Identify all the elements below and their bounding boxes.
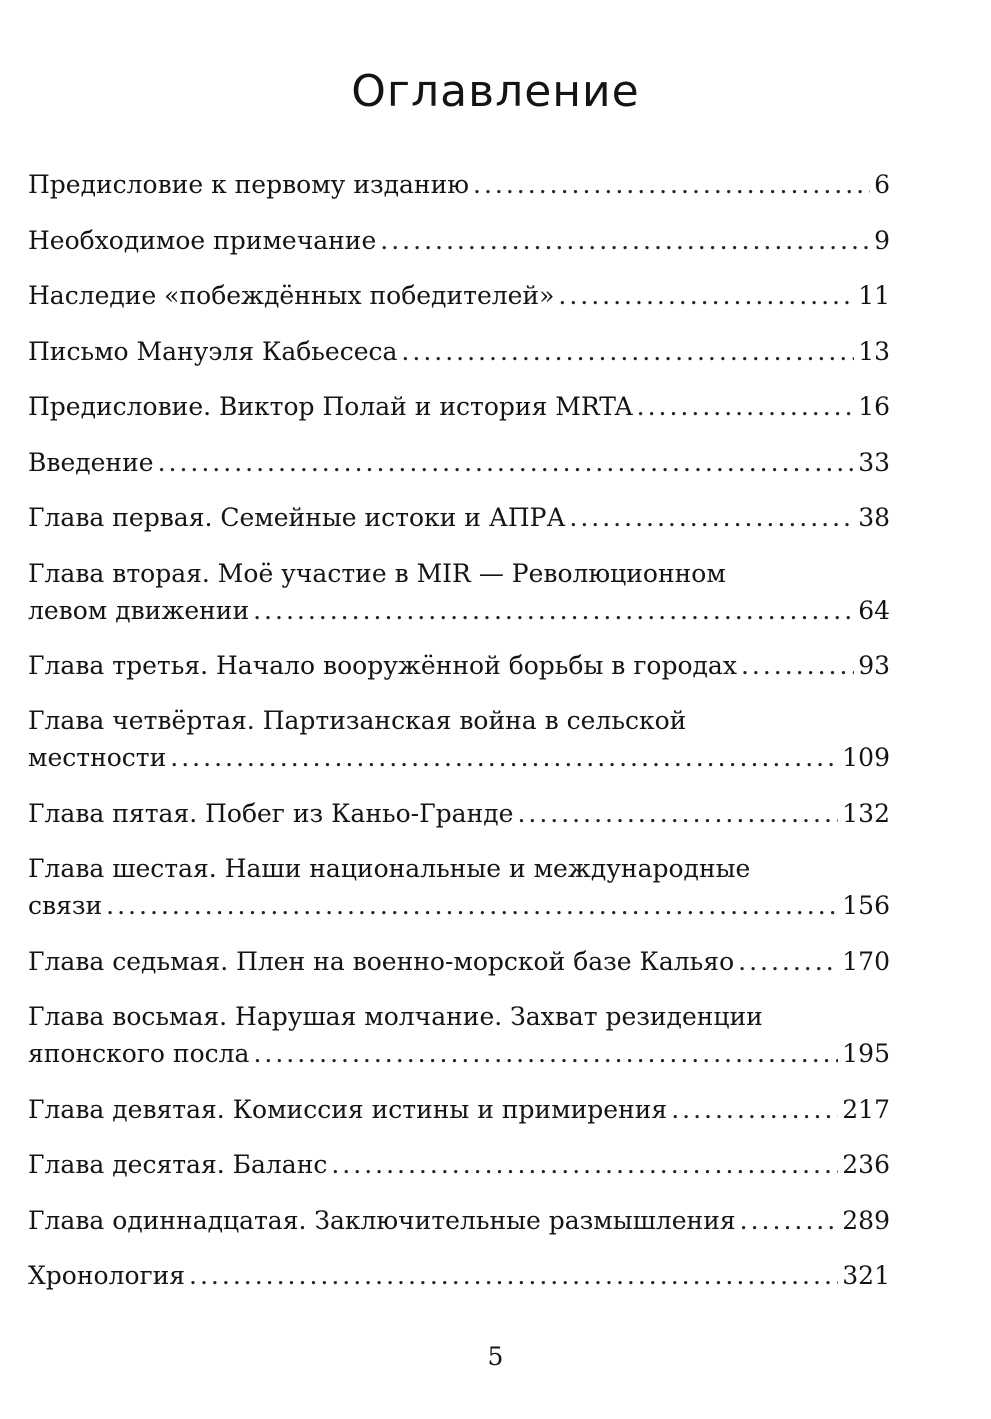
toc-entry-page: 13 [858, 337, 890, 366]
toc-entry-title: Хронология [28, 1261, 186, 1290]
toc-entry-title: Предисловие. Виктор Полай и история MRTA [28, 392, 633, 421]
toc-entry-title: Наследие «побеждённых победителей» [28, 281, 555, 310]
toc-entry [28, 1147, 890, 1183]
toc-entry-title: Глава первая. Семейные истоки и АПРА [28, 503, 566, 532]
toc-entry-line [28, 851, 890, 887]
toc-entry [28, 334, 890, 370]
toc-entry-page: 9 [874, 226, 890, 255]
toc-entry [28, 1258, 890, 1294]
toc-entry-page: 321 [842, 1261, 890, 1290]
toc-entry-title: Предисловие к первому изданию [28, 170, 470, 199]
toc-entry-title: Глава шестая. Наши национальные и международные [28, 854, 751, 883]
toc-entry-line [28, 888, 890, 924]
toc-entry-line [28, 445, 890, 481]
toc-entry-title: Глава восьмая. Нарушая молчание. Захват резиденции [28, 1002, 763, 1031]
toc-entry-line [28, 556, 890, 592]
dot-leader [740, 1203, 839, 1239]
toc-entry-page: 38 [858, 503, 890, 532]
toc-entry-line [28, 1147, 890, 1183]
toc-entry-page: 132 [842, 799, 890, 828]
toc-entry-page: 217 [842, 1095, 890, 1124]
toc-entry-title: Необходимое примечание [28, 226, 377, 255]
toc-entry-page: 64 [858, 596, 890, 625]
toc-entry-line [28, 796, 890, 832]
toc-entry [28, 500, 890, 536]
toc-entry-title: левом движении [28, 596, 250, 625]
dot-leader [253, 1036, 838, 1072]
dot-leader [741, 648, 854, 684]
toc-entry [28, 648, 890, 684]
dot-leader [331, 1147, 838, 1183]
toc-entry-title: Глава четвёртая. Партизанская война в сельской [28, 706, 687, 735]
dot-leader [106, 888, 838, 924]
toc-entry [28, 1092, 890, 1128]
dot-leader [671, 1092, 838, 1128]
dot-leader [380, 223, 870, 259]
toc-entry [28, 223, 890, 259]
toc-entry-page: 170 [842, 947, 890, 976]
toc-entry [28, 796, 890, 832]
toc-entry-title: связи [28, 891, 103, 920]
toc-entry-page: 289 [842, 1206, 890, 1235]
toc-entry-page: 156 [842, 891, 890, 920]
toc-entry-page: 236 [842, 1150, 890, 1179]
dot-leader [637, 389, 855, 425]
toc-entry [28, 167, 890, 203]
toc-entry [28, 278, 890, 314]
toc-entry-line [28, 167, 890, 203]
toc-entry [28, 999, 890, 1072]
toc-entry-line [28, 1258, 890, 1294]
dot-leader [253, 593, 854, 629]
toc-entry-title: Глава девятая. Комиссия истины и примирения [28, 1095, 668, 1124]
toc-entry-title: Введение [28, 448, 154, 477]
toc-entry-line [28, 740, 890, 776]
toc-entry-page: 11 [858, 281, 890, 310]
dot-leader [189, 1258, 838, 1294]
toc-entry-line [28, 278, 890, 314]
toc-entry-line [28, 1036, 890, 1072]
toc-entry [28, 1203, 890, 1239]
toc-entry-title: японского посла [28, 1039, 250, 1068]
dot-leader [170, 740, 838, 776]
toc-entry-title: Глава десятая. Баланс [28, 1150, 328, 1179]
toc-entry-line [28, 999, 890, 1035]
toc-entry-line [28, 593, 890, 629]
toc-entry [28, 445, 890, 481]
toc-entry-line [28, 944, 890, 980]
dot-leader [401, 334, 854, 370]
toc-entry-page: 109 [842, 743, 890, 772]
toc-entry-line [28, 334, 890, 370]
toc-entry-line [28, 223, 890, 259]
toc-entry-title: Письмо Мануэля Кабьесеса [28, 337, 398, 366]
toc-entry-page: 6 [874, 170, 890, 199]
toc-entry [28, 851, 890, 924]
toc-entry-page: 33 [858, 448, 890, 477]
toc-entry [28, 944, 890, 980]
toc-entry-line [28, 500, 890, 536]
toc-entry [28, 703, 890, 776]
toc-entry-title: Глава одиннадцатая. Заключительные размышления [28, 1206, 736, 1235]
toc-entry-line [28, 1203, 890, 1239]
dot-leader [738, 944, 838, 980]
toc-entry [28, 556, 890, 629]
toc-entry-line [28, 389, 890, 425]
toc-entry [28, 389, 890, 425]
toc-entry-title: местности [28, 743, 167, 772]
toc-entry-line [28, 703, 890, 739]
dot-leader [569, 500, 854, 536]
dot-leader [517, 796, 838, 832]
page-number: 5 [487, 1342, 504, 1371]
toc-entry-title: Глава вторая. Моё участие в MIR — Революционном [28, 559, 726, 588]
dot-leader [558, 278, 854, 314]
toc-entry-page: 195 [842, 1039, 890, 1068]
dot-leader [473, 167, 870, 203]
toc-entry-page: 16 [858, 392, 890, 421]
toc-entry-title: Глава седьмая. Плен на военно-морской базе Кальяо [28, 947, 735, 976]
page-title: Оглавление [351, 66, 640, 117]
toc-entry-title: Глава пятая. Побег из Каньо-Гранде [28, 799, 514, 828]
toc-entry-line [28, 1092, 890, 1128]
toc-entry-page: 93 [858, 651, 890, 680]
toc-entry-line [28, 648, 890, 684]
toc-entry-title: Глава третья. Начало вооружённой борьбы в городах [28, 651, 737, 680]
dot-leader [158, 445, 855, 481]
